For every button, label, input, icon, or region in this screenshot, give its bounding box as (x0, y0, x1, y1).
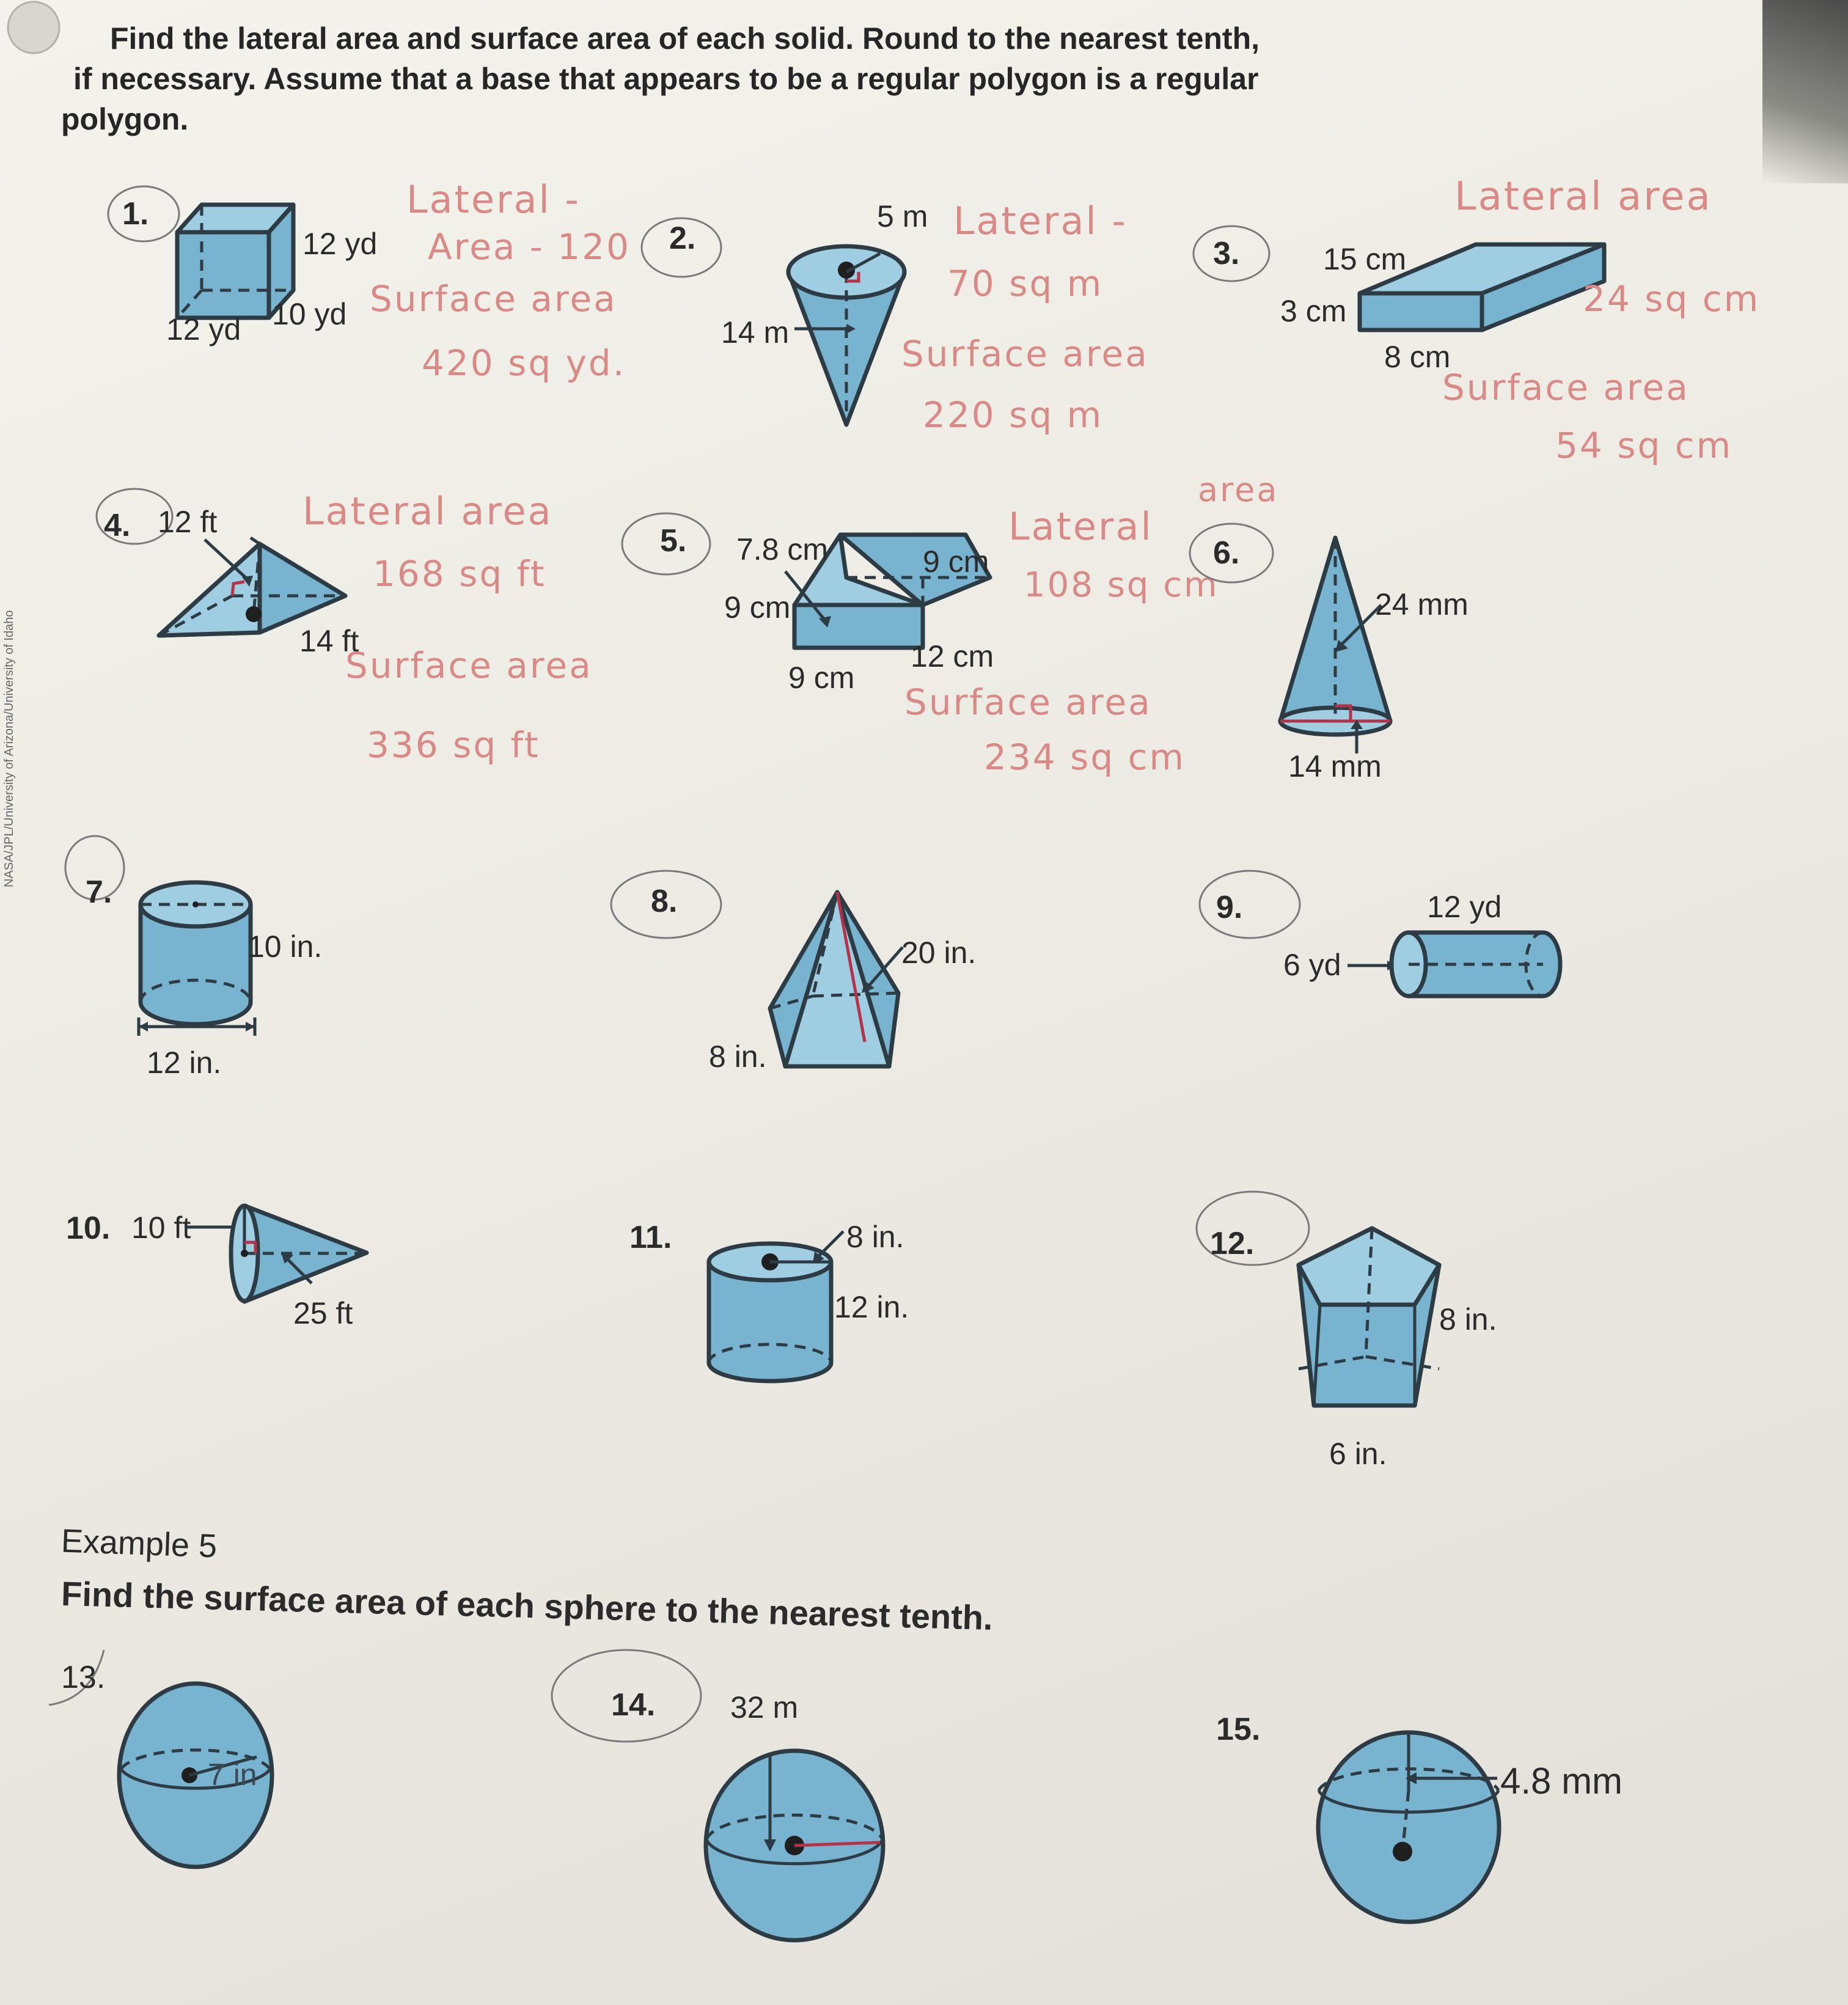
sphere-15-radius-arrow (1406, 1769, 1497, 1787)
problem-3-label-length: 15 cm (1323, 242, 1407, 276)
problem-7-label-height: 10 in. (248, 929, 323, 964)
problem-3-number: 3. (1213, 236, 1240, 271)
problem-2-answer-line-4: 220 sq m (923, 394, 1104, 436)
sphere-15-number: 15. (1216, 1712, 1261, 1747)
problem-5-answer-line-2: area (1198, 471, 1279, 509)
problem-4-answer-line-4: 336 sq ft (367, 724, 540, 766)
problem-10-label-slant: 25 ft (293, 1296, 353, 1330)
problem-8-number: 8. (651, 884, 678, 919)
problem-1-label-depth: 10 yd (272, 297, 347, 331)
problem-2-label-height: 14 m (721, 315, 790, 350)
problem-10-label-radius: 10 ft (131, 1211, 191, 1245)
problem-2-answer-line-2: 70 sq m (947, 263, 1104, 304)
problem-9-label-length: 12 yd (1427, 890, 1502, 924)
problem-5-answer-line-1: Lateral (1008, 504, 1153, 549)
table-edge-shadow (1762, 0, 1848, 183)
problem-2-answer-line-1: Lateral - (953, 199, 1128, 243)
problem-3-answer-line-3: Surface area (1442, 367, 1690, 408)
problem-11-label-radius: 8 in. (846, 1220, 904, 1254)
example-heading: Example 5 (61, 1522, 218, 1565)
problem-5-label-length: 12 cm (911, 639, 994, 673)
instructions-line-1: Find the lateral area and surface area of each solid. Round to the nearest tenth, (110, 21, 1260, 56)
problem-4-label-slant: 12 ft (158, 505, 218, 539)
sphere-13-label-radius: 7 in (208, 1758, 257, 1792)
problem-4-answer-line-3: Surface area (345, 645, 593, 686)
sphere-14 (703, 1742, 886, 1943)
side-credit: NASA/JPL/University of Arizona/University of Idaho (2, 610, 16, 887)
problem-10-number: 10. (66, 1211, 111, 1246)
problem-1-answer-line-1: Lateral - (406, 177, 581, 222)
problem-8-slant-arrow (859, 944, 908, 993)
problem-3-label-width: 8 cm (1384, 340, 1451, 374)
problem-9-number: 9. (1216, 890, 1243, 925)
problem-1-answer-line-3: Surface area (370, 278, 617, 320)
problem-1-answer-line-2: Area - 120 (428, 226, 631, 268)
problem-5-answer-line-3: 108 sq cm (1024, 565, 1219, 605)
problem-12-label-height: 8 in. (1439, 1302, 1497, 1336)
problem-10-slant-arrow (281, 1253, 318, 1289)
problem-11-radius-arrow (810, 1228, 846, 1265)
problem-4-answer-line-1: Lateral area (302, 489, 553, 533)
problem-3-answer-line-2: 24 sq cm (1583, 278, 1761, 320)
problem-1-answer-line-4: 420 sq yd. (422, 342, 626, 384)
problem-2-cone (782, 238, 917, 434)
problem-7-cylinder (134, 874, 257, 1033)
problem-8-label-base: 8 in. (709, 1039, 767, 1074)
problem-11-number: 11. (629, 1220, 672, 1255)
problem-4-slant-arrow (202, 537, 257, 592)
problem-12-prism (1292, 1222, 1445, 1430)
problem-9-label-diameter: 6 yd (1283, 948, 1341, 982)
example-title: Find the surface area of each sphere to the nearest tenth. (61, 1574, 994, 1637)
problem-1-label-height: 12 yd (302, 227, 378, 261)
problem-6-label-diameter: 14 mm (1288, 749, 1382, 783)
problem-5-answer-line-5: 234 sq cm (984, 736, 1186, 778)
problem-5-number: 5. (660, 523, 687, 559)
problem-5-label-bottom: 9 cm (788, 661, 855, 695)
problem-7-diameter-arrow (136, 1017, 258, 1036)
problem-1-label-width: 12 yd (166, 312, 241, 346)
problem-5-answer-line-4: Surface area (904, 681, 1152, 723)
instructions-line-2: if necessary. Assume that a base that appears to be a regular polygon is a regular (73, 62, 1259, 96)
instructions (61, 18, 1516, 139)
problem-9-cylinder (1387, 929, 1564, 1002)
problem-12-label-side: 6 in. (1329, 1437, 1387, 1471)
problem-7-number: 7. (86, 874, 112, 910)
problem-3-answer-line-1: Lateral area (1454, 174, 1712, 219)
problem-4-number: 4. (104, 508, 131, 543)
problem-7-label-diameter: 12 in. (147, 1046, 222, 1080)
sphere-14-label-diameter: 32 m (730, 1690, 799, 1725)
problem-11-label-height: 12 in. (834, 1290, 909, 1324)
problem-9-circle-mark (1195, 865, 1305, 944)
problem-5-slant-arrow (782, 568, 843, 629)
sphere-15-label-radius: 4.8 mm (1500, 1761, 1623, 1802)
problem-2-answer-line-3: Surface area (901, 333, 1149, 375)
problem-2-label-radius: 5 m (877, 199, 928, 233)
problem-12-number: 12. (1210, 1226, 1255, 1261)
hole-punch-icon (6, 0, 61, 61)
problem-1-number: 1. (122, 196, 149, 232)
instructions-line-3: polygon. (61, 102, 189, 136)
problem-5-label-base-side: 9 cm (724, 590, 791, 625)
problem-2-number: 2. (669, 221, 696, 256)
problem-6-number: 6. (1213, 535, 1240, 571)
problem-2-height-arrow (794, 323, 856, 335)
sphere-14-number: 14. (611, 1687, 656, 1723)
problem-8-label-slant: 20 in. (901, 936, 977, 970)
sphere-13-number: 13. (61, 1660, 106, 1695)
sphere-15 (1314, 1723, 1503, 1925)
problem-5-label-top: 9 cm (923, 544, 989, 579)
problem-3-label-height: 3 cm (1280, 294, 1347, 328)
problem-5-label-slant: 7.8 cm (736, 532, 829, 566)
problem-4-label-base: 14 ft (299, 624, 359, 658)
problem-3-answer-line-4: 54 sq cm (1555, 425, 1733, 466)
problem-4-answer-line-2: 168 sq ft (373, 553, 546, 595)
problem-6-label-slant: 24 mm (1375, 587, 1469, 621)
